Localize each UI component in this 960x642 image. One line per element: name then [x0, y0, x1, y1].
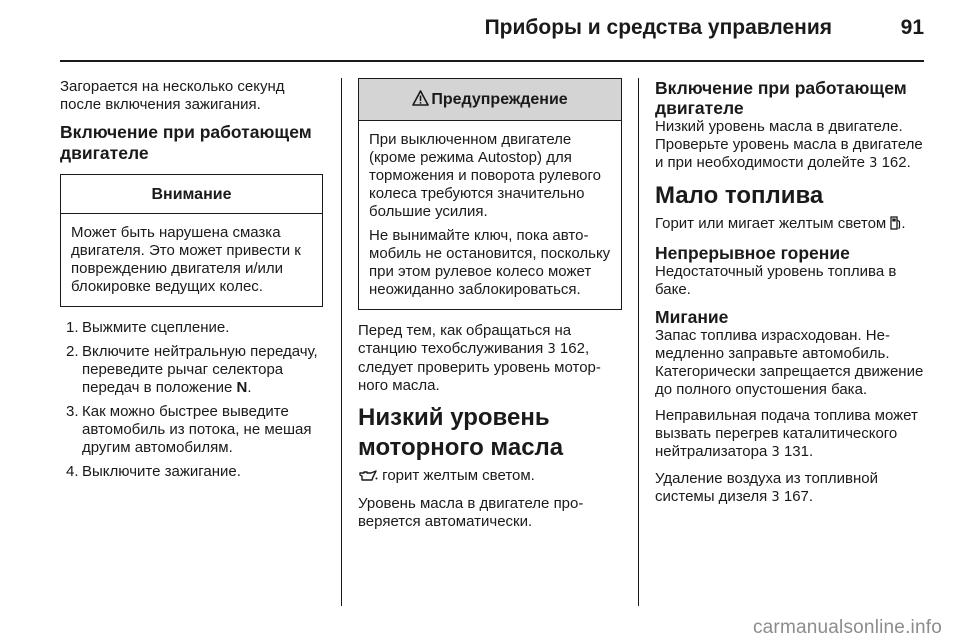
list-item: 2. Включите нейтральную передачу, переведите рычаг селектора передач в положение N. [66, 343, 318, 396]
oil-auto-text: Уровень масла в двигателе проверяется автоматически. [358, 495, 584, 530]
watermark: carmanualsonline.info [752, 617, 942, 638]
warning-text-1: При выключенном двигателе (кроме режима Autostop) для торможения и поворота рулевого колеса требуются значительно большие усилия. [369, 131, 601, 220]
notice-box [60, 174, 323, 307]
page-ref-link[interactable]: 162 [559, 340, 585, 357]
engine-text: Низкий уровень масла в двигателе. Проверьте уровень масла в двигателе и при необходимости долейте 3 162. [655, 118, 923, 171]
page-header [0, 0, 960, 60]
warning-header [359, 79, 621, 121]
page-ref-link[interactable]: 167 [783, 488, 809, 505]
section-heading-low-fuel: Мало топлива [655, 182, 824, 209]
column-divider-1 [341, 78, 342, 606]
gear-position-n: N [236, 379, 248, 396]
page-title: Приборы и средства управления [484, 16, 832, 39]
feed-text: Неправильная подача топлива может вызвать перегрев каталитического нейтрализатора 3 131. [655, 407, 918, 460]
column-2 [358, 78, 622, 539]
column-3 [655, 78, 925, 515]
steady-text: Недостаточный уровень топлива в баке. [655, 263, 897, 298]
list-item: 1. Выжмите сцепление. [66, 319, 230, 336]
warning-triangle-icon [412, 90, 429, 111]
warning-title: Предупреждение [431, 91, 568, 108]
header-rule [60, 60, 924, 62]
fuel-pump-icon [890, 216, 901, 235]
section-heading-low-oil: Низкий уровень моторного масла [358, 404, 564, 461]
page-ref-link[interactable]: 162 [881, 154, 907, 171]
steps-list [60, 319, 323, 481]
subheading-blinking: Мигание [655, 307, 729, 327]
service-paragraph: Перед тем, как обращаться на станцию техобслуживания 3 162, следует проверить уровень моторного масла. [358, 322, 601, 394]
column-1 [60, 78, 323, 487]
warning-text-2: Не вынимайте ключ, пока автомобиль не остановится, поскольку при этом рулевое колесо может неожиданно заблокироваться. [369, 227, 611, 298]
page-ref-arrow-icon: 3 [869, 156, 878, 171]
subheading-steady: Непрерывное горение [655, 243, 850, 263]
blink-text: Запас топлива израсходован. Немедленно заправьте автомобиль. Категорически запрещается движение до полного опустошения бака. [655, 327, 924, 398]
notice-text: Может быть нарушена смазка двигателя. Это может привести к повреждению двигателя и/или блокировке ведущих колес. [71, 224, 301, 295]
section-heading-running-engine: Включение при работающем двигателе [60, 122, 312, 163]
oil-lamp-text: горит желтым светом. [358, 467, 622, 487]
page-number: 91 [900, 16, 924, 39]
oil-can-icon [358, 469, 378, 487]
page-ref-arrow-icon: 3 [771, 445, 780, 460]
intro-text: Загорается на несколько секунд после включения зажигания. [60, 78, 285, 113]
page-ref-arrow-icon: 3 [547, 342, 556, 357]
list-item: 4. Выключите зажигание. [66, 463, 241, 480]
page-ref-arrow-icon: 3 [771, 490, 780, 505]
warning-box [358, 78, 622, 310]
list-item: 3. Как можно быстрее выведите автомобиль из потока, не мешая другим автомобилям. [66, 403, 312, 456]
notice-title: Внимание [61, 175, 322, 214]
air-text: Удаление воздуха из топливной системы дизеля 3 167. [655, 470, 879, 505]
column-divider-2 [638, 78, 639, 606]
fuel-lamp-text: Горит или мигает желтым светом . [655, 215, 925, 235]
page-ref-link[interactable]: 131 [783, 443, 809, 460]
section-heading-running-engine-2: Включение при работающем двигателе [655, 78, 907, 118]
